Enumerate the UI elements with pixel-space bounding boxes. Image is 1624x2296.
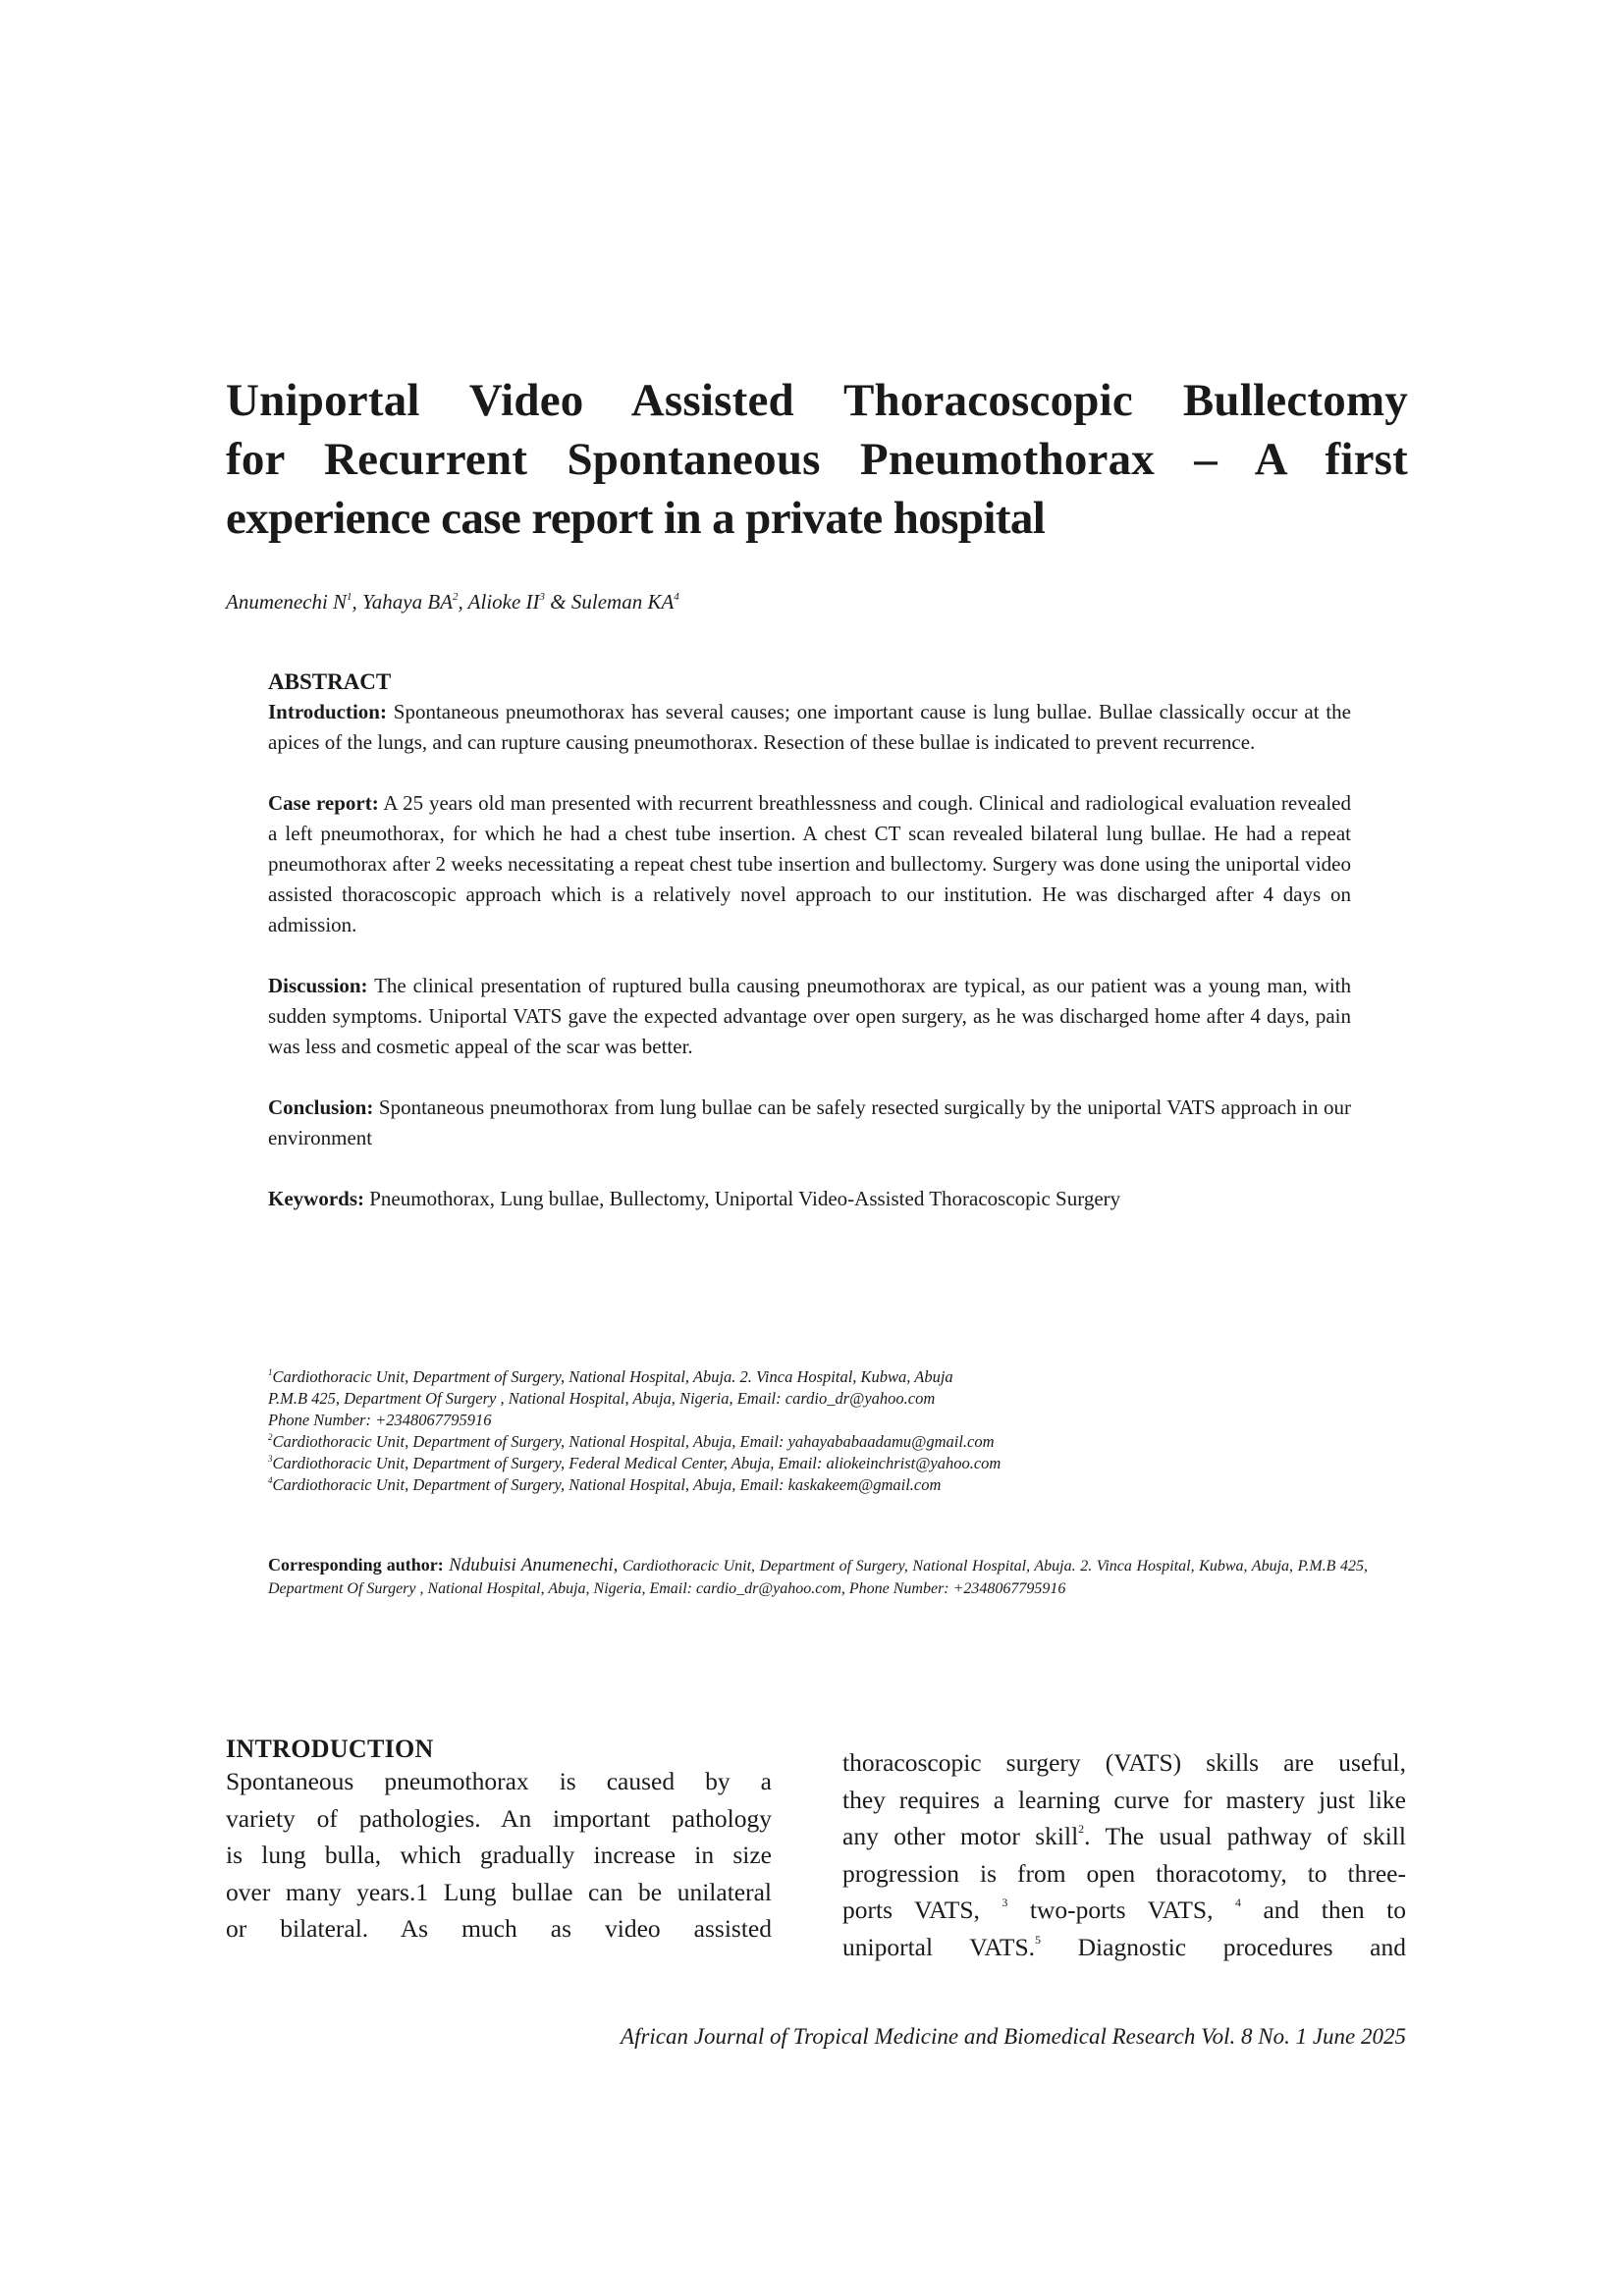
affiliation-line [268,1453,1152,1474]
abstract-text: Spontaneous pneumothorax from lung bullae can be safely resected surgically by the uniportal VATS approach in our environment [268,1095,1351,1149]
journal-name: African Journal of Tropical Medicine and Biomedical Research [621,2024,1202,2049]
affiliation-text: Cardiothoracic Unit, Department of Surgery, National Hospital, Abuja, Email: yahayababaadamu@gmail.com [272,1432,995,1451]
body-text: and then to [1240,1896,1407,1924]
abstract-section [268,667,1351,1214]
abstract-text: Spontaneous pneumothorax has several causes; one important cause is lung bullae. Bullae classically occur at the apices of the lungs, and can rupture causing pneumothorax. Resection of these bullae is indicated to prevent recurrence. [268,700,1351,754]
affiliation-line [268,1431,1152,1453]
body-line: is lung bulla, which gradually increase in size [226,1841,772,1869]
abstract-conclusion [268,1093,1351,1153]
citation-mark: 5 [1035,1932,1042,1947]
title-line: experience case report in a private hospital [226,493,1046,544]
body-line [842,1892,1406,1929]
body-line: they requires a learning curve for mastery just like [842,1785,1406,1814]
author-name: Suleman KA [570,590,675,614]
author-affiliation-mark: 1 [347,591,352,603]
body-line: or bilateral. As much as video assisted [226,1914,772,1943]
article-title [226,371,1408,548]
affiliation-text: P.M.B 425, Department Of Surgery , National Hospital, Abuja, Nigeria, Email: cardio_dr@yahoo.com [268,1389,936,1408]
body-text: two-ports VATS, [1007,1896,1235,1924]
abstract-label: Case report: [268,791,379,815]
body-line: Spontaneous pneumothorax is caused by a [226,1767,772,1795]
affiliation-text: Cardiothoracic Unit, Department of Surgery, National Hospital, Abuja. 2. Vinca Hospital, Kubwa, Abuja [272,1367,953,1386]
abstract-label: Introduction: [268,700,387,723]
corresponding-author [268,1554,1368,1600]
citation-mark: 4 [1234,1896,1241,1909]
abstract-text: The clinical presentation of ruptured bulla causing pneumothorax are typical, as our patient was a young man, with sudden symptoms. Uniportal VATS gave the expected advantage over open surgery, as he was discharged home after 4 days, pain was less and cosmetic appeal of the scar was better. [268,974,1351,1058]
affiliations [268,1366,1152,1496]
section-heading-introduction: INTRODUCTION [226,1735,434,1763]
author-list [226,587,679,616]
body-text: any other motor skill [842,1822,1079,1850]
body-column-right [842,1744,1406,1965]
author-name: Yahaya BA [362,590,454,614]
body-text: uniportal VATS. [842,1932,1036,1961]
affiliation-mark: 4 [268,1475,273,1485]
corresponding-name: Ndubuisi Anumenechi, [443,1555,619,1575]
author-separator: & [545,590,571,614]
journal-footer [621,2022,1406,2052]
affiliation-mark: 1 [268,1367,273,1377]
body-line [842,1818,1406,1855]
abstract-keywords [268,1184,1279,1214]
abstract-label: Keywords: [268,1187,364,1210]
abstract-discussion [268,971,1351,1062]
body-text: ports VATS, [842,1896,1002,1924]
citation-mark: 2 [1078,1822,1085,1836]
citation-mark: 3 [1001,1896,1008,1909]
abstract-heading: ABSTRACT [268,669,392,694]
affiliation-line [268,1474,1152,1496]
body-text: Diagnostic procedures and [1041,1932,1406,1961]
affiliation-text: Cardiothoracic Unit, Department of Surgery, National Hospital, Abuja, Email: kaskakeem@gmail.com [272,1475,942,1494]
author-affiliation-mark: 2 [453,591,459,603]
body-line: variety of pathologies. An important pathology [226,1803,772,1833]
corresponding-details: Cardiothoracic Unit, Department of Surgery, National Hospital, Abuja. 2. Vinca Hospital, Kubwa, Abuja, P.M.B 425, Department Of Surgery , National Hospital, Abuja, Nigeria, Email: cardio_dr@yahoo.com, Phone Number: +2348067795916 [268,1558,1368,1597]
body-line: over many years.1 Lung bullae can be unilateral [226,1877,772,1906]
body-column-left [226,1735,772,1948]
affiliation-line [268,1388,1152,1410]
corresponding-label: Corresponding author: [268,1555,444,1575]
author-name: Anumenechi N [226,590,348,614]
affiliation-mark: 2 [268,1432,273,1442]
abstract-label: Discussion: [268,974,368,997]
affiliation-text: Cardiothoracic Unit, Department of Surgery, Federal Medical Center, Abuja, Email: aliokeinchrist@yahoo.com [272,1454,1001,1472]
author-separator: , [458,590,468,614]
title-line: for Recurrent Spontaneous Pneumothorax – A first [226,434,1408,485]
abstract-text: Pneumothorax, Lung bullae, Bullectomy, Uniportal Video-Assisted Thoracoscopic Surgery [364,1187,1121,1210]
abstract-label: Conclusion: [268,1095,374,1119]
body-line: progression is from open thoracotomy, to three- [842,1858,1406,1888]
abstract-case-report [268,788,1351,940]
author-name: Alioke II [467,590,540,614]
body-text: . The usual pathway of skill [1084,1822,1406,1850]
journal-issue: Vol. 8 No. 1 June 2025 [1201,2024,1406,2049]
affiliation-line [268,1410,1152,1431]
author-affiliation-mark: 4 [674,591,679,603]
affiliation-line [268,1366,1152,1388]
title-line: Uniportal Video Assisted Thoracoscopic Bullectomy [226,375,1408,426]
body-line [842,1929,1406,1966]
body-line: thoracoscopic surgery (VATS) skills are useful, [842,1748,1406,1777]
abstract-introduction [268,697,1351,758]
author-affiliation-mark: 3 [539,591,546,603]
affiliation-mark: 3 [268,1454,273,1464]
abstract-text: A 25 years old man presented with recurrent breathlessness and cough. Clinical and radiological evaluation revealed a left pneumothorax, for which he had a chest tube insertion. A chest CT scan revealed bilateral lung bullae. He had a repeat pneumothorax after 2 weeks necessitating a repeat chest tube insertion and bullectomy. Surgery was done using the uniportal video assisted thoracoscopic approach which is a relatively novel approach to our institution. He was discharged after 4 days on admission. [268,791,1351,936]
author-separator: , [352,590,363,614]
affiliation-text: Phone Number: +2348067795916 [268,1411,492,1429]
